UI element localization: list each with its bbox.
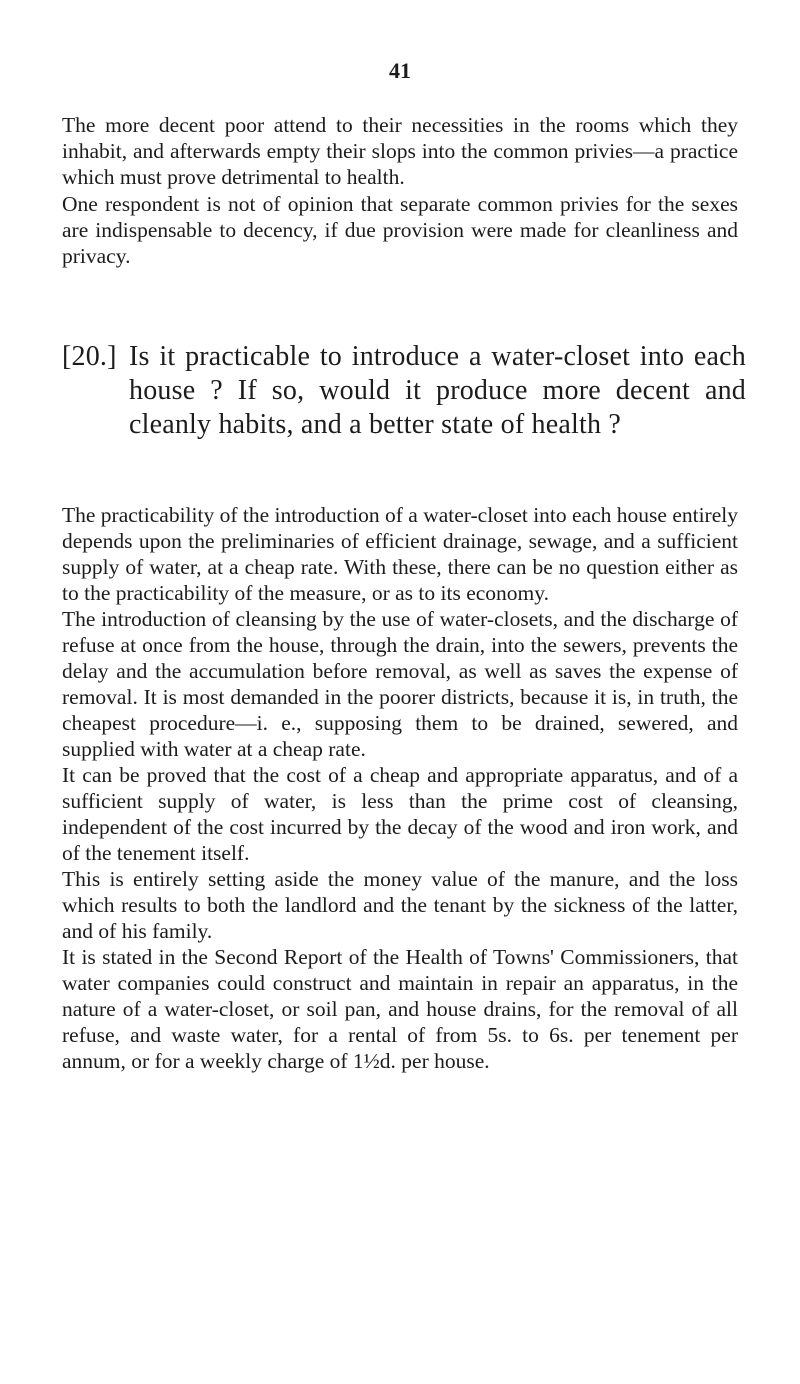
question-heading [62, 340, 746, 442]
intro-section [62, 112, 738, 270]
answer-paragraph-1: The practicability of the introduction of a water-closet into each house entirely depends upon the preliminaries of efficient drainage, sewage, and a sufficient supply of water, at a cheap rate. With these, there can be no question either as to the practicability of the measure, or as to its economy. [62, 503, 738, 605]
answer-section [62, 502, 738, 1074]
intro-paragraph-2: One respondent is not of opinion that separate common privies for the sexes are indispensable to decency, if due provision were made for cleanliness and privacy. [62, 192, 738, 268]
answer-paragraph-4: This is entirely setting aside the money value of the manure, and the loss which results to both the landlord and the tenant by the sickness of the latter, and of his family. [62, 867, 738, 943]
answer-paragraph-5: It is stated in the Second Report of the Health of Towns' Commissioners, that water companies could construct and maintain in repair an apparatus, in the nature of a water-closet, or soil pan, and house drains, for the removal of all refuse, and waste water, for a rental of from 5s. to 6s. per tenement per annum, or for a weekly charge of 1½d. per house. [62, 945, 738, 1073]
intro-paragraph-1: The more decent poor attend to their necessities in the rooms which they inhabit, and afterwards empty their slops into the common privies—a practice which must prove detrimental to health. [62, 113, 738, 189]
answer-paragraph-3: It can be proved that the cost of a cheap and appropriate apparatus, and of a sufficient supply of water, is less than the prime cost of cleansing, independent of the cost incurred by the decay of the wood and iron work, and of the tenement itself. [62, 763, 738, 865]
answer-paragraph-2: The introduction of cleansing by the use of water-closets, and the discharge of refuse at once from the house, through the drain, into the sewers, prevents the delay and the accumulation before removal, as well as saves the expense of removal. It is most demanded in the poorer districts, because it is, in truth, the cheapest procedure—i. e., supposing them to be drained, sewered, and supplied with water at a cheap rate. [62, 607, 738, 761]
question-text: Is it practicable to introduce a water-closet into each house ? If so, would it produce more decent and cleanly habits, and a better state of health ? [129, 341, 746, 440]
page-number: 41 [389, 58, 411, 83]
question-number: [20.] [62, 341, 117, 372]
